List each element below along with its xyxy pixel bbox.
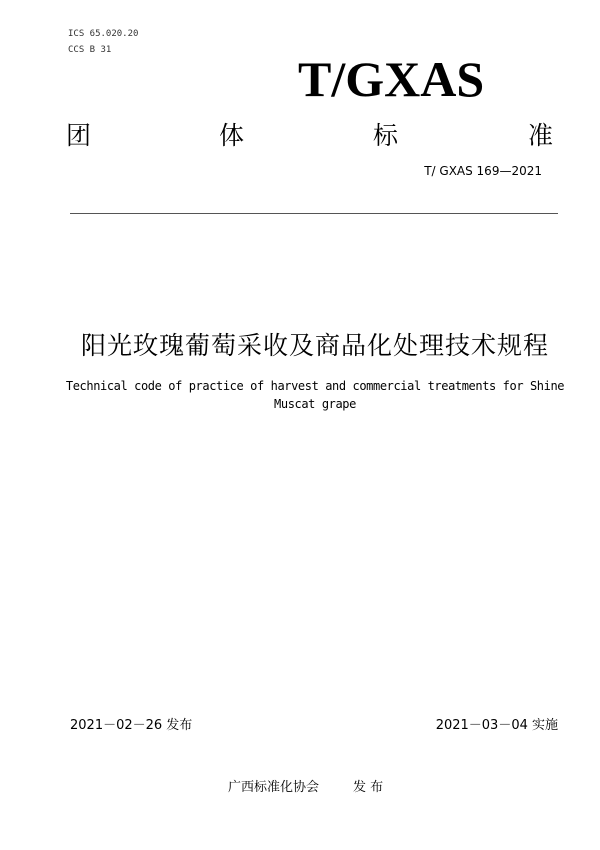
ics-code: ICS 65.020.20	[68, 29, 139, 39]
document-title-en-line2: Muscat grape	[274, 397, 356, 411]
publisher-name: 广西标准化协会	[228, 780, 320, 795]
document-title-zh: 阳光玫瑰葡萄采收及商品化处理技术规程	[80, 331, 549, 360]
header-divider	[70, 213, 558, 214]
category-char: 标	[373, 121, 399, 150]
standard-logo: T/GXAS	[298, 51, 485, 107]
category-char: 团	[66, 121, 92, 150]
publisher-action: 发 布	[353, 780, 384, 795]
category-char: 体	[219, 121, 245, 150]
ccs-code: CCS B 31	[68, 45, 112, 55]
document-title-en-line1: Technical code of practice of harvest and commercial treatments for Shine	[65, 379, 565, 393]
category-char: 准	[528, 121, 554, 150]
implementation-date: 2021－03－04 实施	[435, 718, 558, 733]
standard-number: T/ GXAS 169—2021	[424, 164, 542, 178]
issue-date: 2021－02－26 发布	[70, 718, 193, 733]
